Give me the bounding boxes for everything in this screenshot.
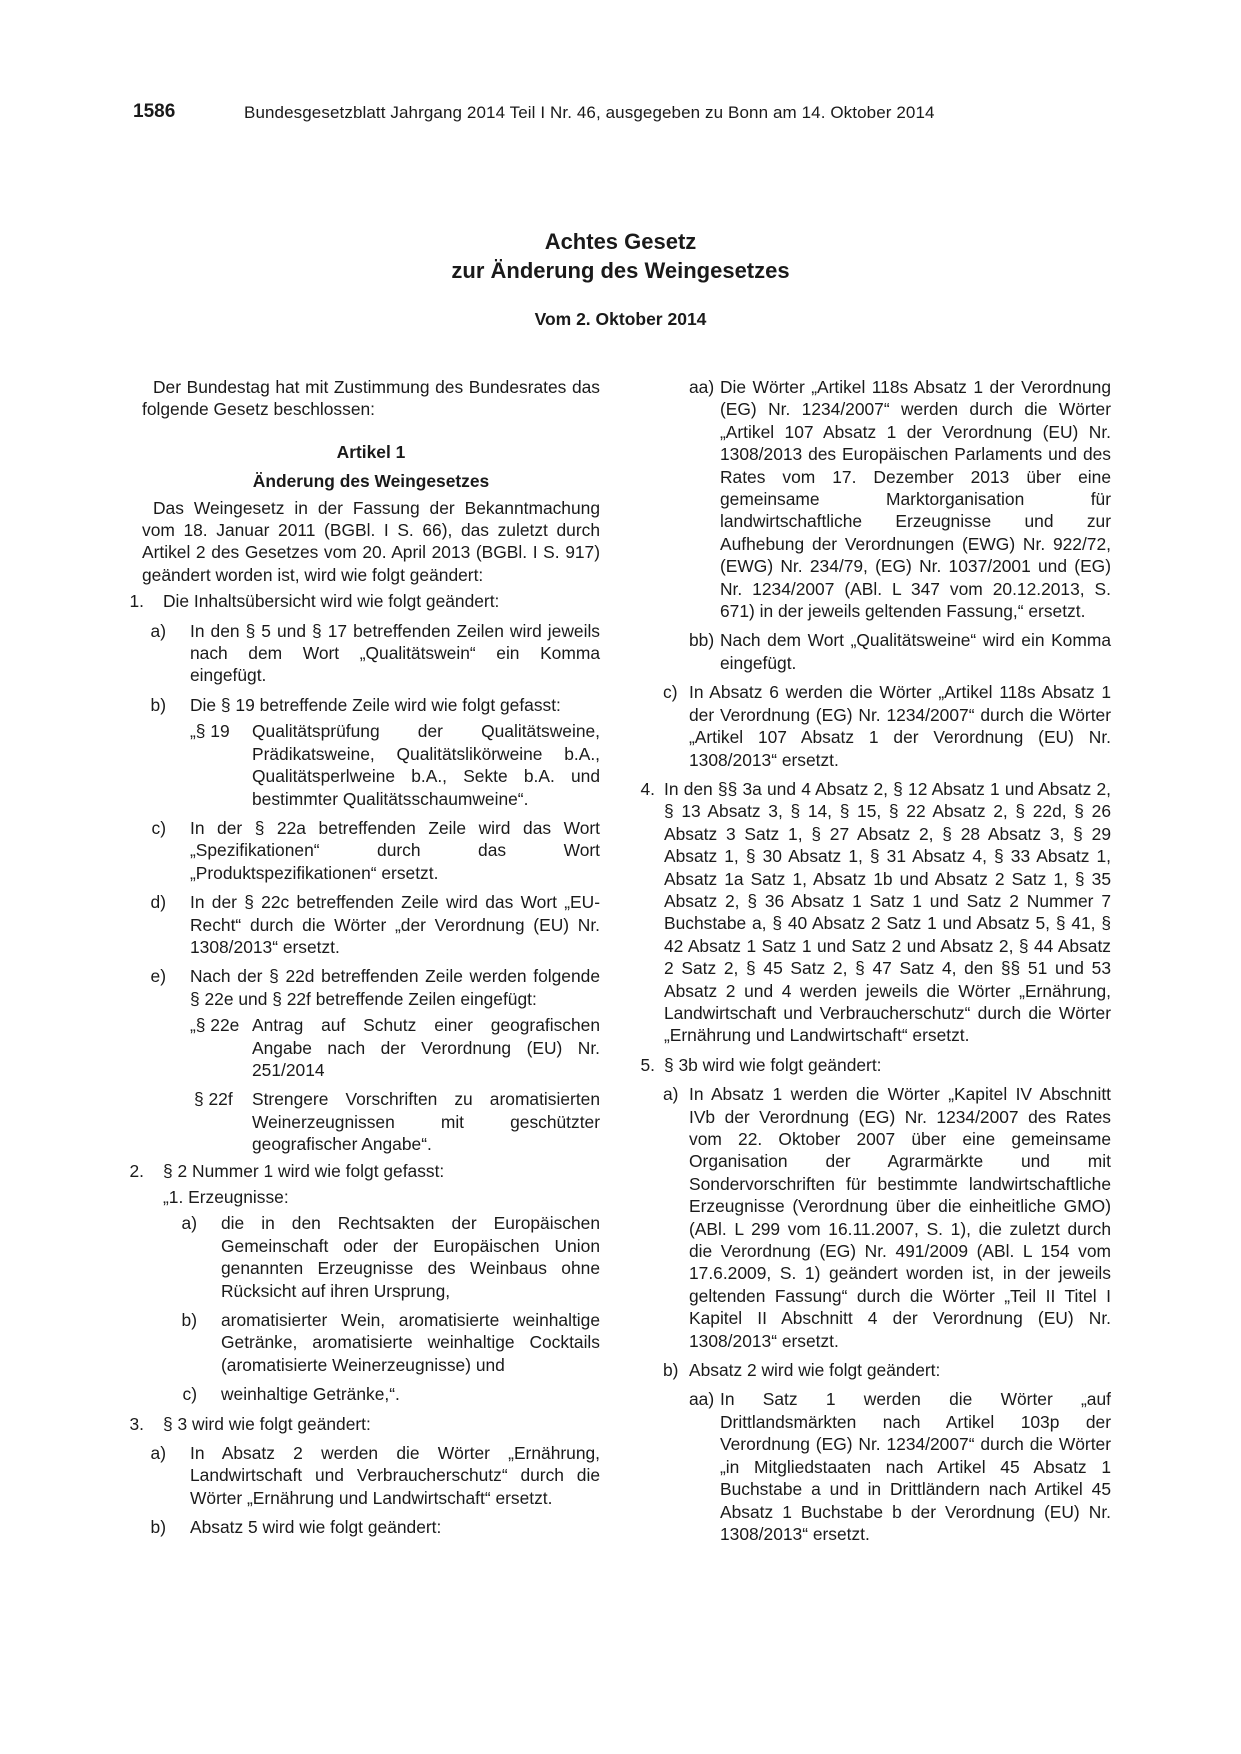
item-marker: 5.	[640, 1054, 655, 1075]
list-item	[657, 1388, 1111, 1545]
law-title	[0, 227, 1241, 285]
list-item	[129, 1413, 600, 1435]
item-marker: b)	[150, 1517, 166, 1538]
item-text: In den §§ 3a und 4 Absatz 2, § 12 Absatz 1 und Absatz 2, § 13 Absatz 3, § 14, § 15, § 22 Absatz 2, § 22d, § 26 Absatz 3 Satz 1, § 27 Absatz 2, § 28 Absatz 3, § 29 Absatz 1, § 30 Absatz 1, § 31 Absatz 4, § 33 Absatz 1, Absatz 1a Satz 1, Absatz 1b und Absatz 2 Satz 1, § 35 Absatz 2, § 36 Absatz 1 Satz 1 und Satz 2 Nummer 7 Buchstabe a, § 40 Absatz 2 Satz 1 und Absatz 5, § 41, § 42 Absatz 1 Satz 1 und Satz 2 und Absatz 2, § 44 Absatz 2 Satz 2, § 45 Satz 2, § 47 Satz 4, den §§ 51 und 53 Absatz 2 und 4 werden jeweils die Wörter „Ernährung, Landwirtschaft und Verbraucherschutz“ durch die Wörter „Ernährung und Landwirtschaft“ ersetzt.	[664, 778, 1111, 1046]
item-text: In Satz 1 werden die Wörter „auf Drittlandsmärkten nach Artikel 103p der Verordnung (EG) Nr. 1234/2007“ durch die Wörter „in Mitgliedstaaten nach Artikel 45 Absatz 1 Buchstabe a und in Drittländern nach Artikel 45 Absatz 1 Buchstabe b der Verordnung (EU) Nr. 1308/2013“ ersetzt.	[720, 1389, 1111, 1544]
item-text: Absatz 2 wird wie folgt geändert:	[689, 1360, 941, 1381]
law-title-line2: zur Änderung des Weingesetzes	[451, 258, 790, 283]
list-item	[129, 590, 600, 612]
list-item	[657, 376, 1111, 622]
list-item	[640, 778, 1111, 1047]
page-header	[133, 101, 1113, 125]
item-marker: a)	[150, 1443, 166, 1464]
item-text: In Absatz 2 werden die Wörter „Ernährung, Landwirtschaft und Verbraucherschutz“ durch die Wörter „Ernährung und Landwirtschaft“ ersetzt.	[190, 1443, 600, 1508]
quoted-entry	[142, 1014, 600, 1081]
left-column	[129, 376, 600, 1539]
item-marker: „§ 22e	[190, 1015, 240, 1036]
item-marker: b)	[150, 694, 166, 715]
item-marker: a)	[181, 1213, 197, 1234]
item-text: die in den Rechtsakten der Europäischen Gemeinschaft oder der Europäischen Union genannten Erzeugnisse des Weinbaus ohne Rücksicht auf ihren Ursprung,	[221, 1213, 600, 1301]
item-marker: c)	[663, 682, 678, 703]
law-date: Vom 2. Oktober 2014	[534, 309, 707, 329]
list-item	[657, 681, 1111, 771]
item-text: In der § 22a betreffenden Zeile wird das Wort „Spezifikationen“ durch das Wort „Produktspezifikationen“ ersetzt.	[190, 817, 600, 883]
item-marker: c)	[151, 817, 166, 838]
intro-paragraph: Der Bundestag hat mit Zustimmung des Bundesrates das folgende Gesetz beschlossen:	[142, 377, 600, 420]
law-title-line1: Achtes Gesetz	[544, 229, 697, 254]
item-text: Qualitätsprüfung der Qualitätsweine, Prädikatsweine, Qualitätslikörweine b.A., Qualitätsperlweine b.A., Sekte b.A. und bestimmter Qualitätsschaumweine“.	[252, 721, 600, 809]
quoted-heading	[142, 1186, 600, 1208]
item-marker: b)	[663, 1360, 679, 1381]
quoted-entry	[142, 720, 600, 810]
list-item	[142, 1212, 600, 1302]
item-text: Nach dem Wort „Qualitätsweine“ wird ein Komma eingefügt.	[720, 630, 1111, 673]
item-text: § 3b wird wie folgt geändert:	[664, 1054, 882, 1075]
article-subheading: Änderung des Weingesetzes	[252, 471, 490, 492]
list-item	[142, 694, 600, 716]
list-item	[657, 1359, 1111, 1381]
list-item	[640, 1054, 1111, 1076]
item-marker: d)	[150, 892, 166, 913]
item-text: Strengere Vorschriften zu aromatisierten Weinerzeugnissen mit geschützter geografischer Angabe“.	[252, 1089, 600, 1155]
list-item	[657, 629, 1111, 674]
list-item	[142, 1442, 600, 1509]
item-text: Die Wörter „Artikel 118s Absatz 1 der Verordnung (EG) Nr. 1234/2007“ werden durch die Wörter „Artikel 107 Absatz 1 der Verordnung (EU) Nr. 1308/2013 des Europäischen Parlaments und des Rates vom 17. Dezember 2013 über eine gemeinsame Marktorganisation für landwirtschaftliche Erzeugnisse und zur Aufhebung der Verordnungen (EWG) Nr. 922/72, (EWG) Nr. 234/79, (EG) Nr. 1037/2001 und (EG) Nr. 1234/2007 (ABl. L 347 vom 20.12.2013, S. 671) in der jeweils geltenden Fassung,“ ersetzt.	[720, 377, 1111, 622]
item-marker: a)	[663, 1084, 679, 1105]
item-marker: 3.	[129, 1413, 144, 1434]
item-text: Antrag auf Schutz einer geografischen Angabe nach der Verordnung (EU) Nr. 251/2014	[252, 1015, 600, 1080]
item-marker: bb)	[689, 630, 715, 651]
item-marker: 2.	[129, 1160, 144, 1181]
list-item	[129, 1160, 600, 1182]
list-item	[142, 817, 600, 884]
item-text: In Absatz 6 werden die Wörter „Artikel 118s Absatz 1 der Verordnung (EG) Nr. 1234/2007“ durch die Wörter „Artikel 107 Absatz 1 der Verordnung (EU) Nr. 1308/2013“ ersetzt.	[689, 682, 1111, 770]
running-title: Bundesgesetzblatt Jahrgang 2014 Teil I Nr. 46, ausgegeben zu Bonn am 14. Oktober 2014	[244, 103, 935, 122]
quoted-entry	[142, 1088, 600, 1155]
item-marker: a)	[150, 620, 166, 641]
item-text: Die § 19 betreffende Zeile wird wie folgt gefasst:	[190, 694, 561, 715]
item-text: Die Inhaltsübersicht wird wie folgt geändert:	[163, 591, 500, 612]
item-marker: b)	[181, 1310, 197, 1331]
item-text: Nach der § 22d betreffenden Zeile werden folgende § 22e und § 22f betreffende Zeilen eingefügt:	[190, 966, 600, 1009]
item-text: § 2 Nummer 1 wird wie folgt gefasst:	[163, 1160, 445, 1181]
list-item	[142, 1516, 600, 1538]
list-item	[142, 620, 600, 687]
list-item	[142, 965, 600, 1010]
item-marker: aa)	[689, 1389, 715, 1410]
item-text: In Absatz 1 werden die Wörter „Kapitel IV Abschnitt IVb der Verordnung (EG) Nr. 1234/2007 des Rates vom 22. Oktober 2007 über eine gemeinsame Organisation der Agrarmärkte und mit Sondervorschriften für bestimmte landwirtschaftliche Erzeugnisse (Verordnung über die einheitliche GMO) (ABl. L 299 vom 16.11.2007, S. 1), die zuletzt durch die Verordnung (EG) Nr. 491/2009 (ABl. L 154 vom 17.6.2009, S. 1) geändert worden ist, in der jeweils geltenden Fassung“ durch die Wörter „Teil II Titel I Kapitel II Abschnitt 4 der Verordnung (EU) Nr. 1308/2013“ ersetzt.	[689, 1084, 1111, 1351]
item-marker: „§ 19	[190, 721, 230, 742]
item-marker: aa)	[689, 377, 715, 397]
right-column	[640, 376, 1111, 1545]
item-text: In der § 22c betreffenden Zeile wird das Wort „EU-Recht“ durch die Wörter „der Verordnung (EU) Nr. 1308/2013“ ersetzt.	[190, 892, 600, 957]
item-text: § 3 wird wie folgt geändert:	[163, 1413, 371, 1434]
list-item	[142, 1309, 600, 1376]
article-heading: Artikel 1	[336, 441, 406, 462]
item-marker: 4.	[640, 778, 655, 799]
list-item	[142, 891, 600, 958]
item-text: In den § 5 und § 17 betreffenden Zeilen wird jeweils nach dem Wort „Qualitätswein“ ein Komma eingefügt.	[190, 620, 600, 686]
list-item	[657, 1083, 1111, 1352]
list-item	[142, 1383, 600, 1405]
item-marker: e)	[150, 966, 166, 987]
item-marker: 1.	[129, 591, 144, 612]
item-marker: c)	[182, 1384, 197, 1405]
page-number: 1586	[133, 101, 176, 122]
article-intro: Das Weingesetz in der Fassung der Bekanntmachung vom 18. Januar 2011 (BGBl. I S. 66), das zuletzt durch Artikel 2 des Gesetzes vom 20. April 2013 (BGBl. I S. 917) geändert worden ist, wird wie folgt geändert:	[142, 497, 600, 585]
item-text: aromatisierter Wein, aromatisierte weinhaltige Getränke, aromatisierte weinhaltige Cocktails (aromatisierte Weinerzeugnisse) und	[221, 1310, 600, 1375]
item-marker: § 22f	[194, 1089, 233, 1110]
item-text: „1. Erzeugnisse:	[163, 1187, 289, 1207]
item-text: Absatz 5 wird wie folgt geändert:	[190, 1517, 442, 1538]
item-text: weinhaltige Getränke,“.	[221, 1384, 400, 1405]
